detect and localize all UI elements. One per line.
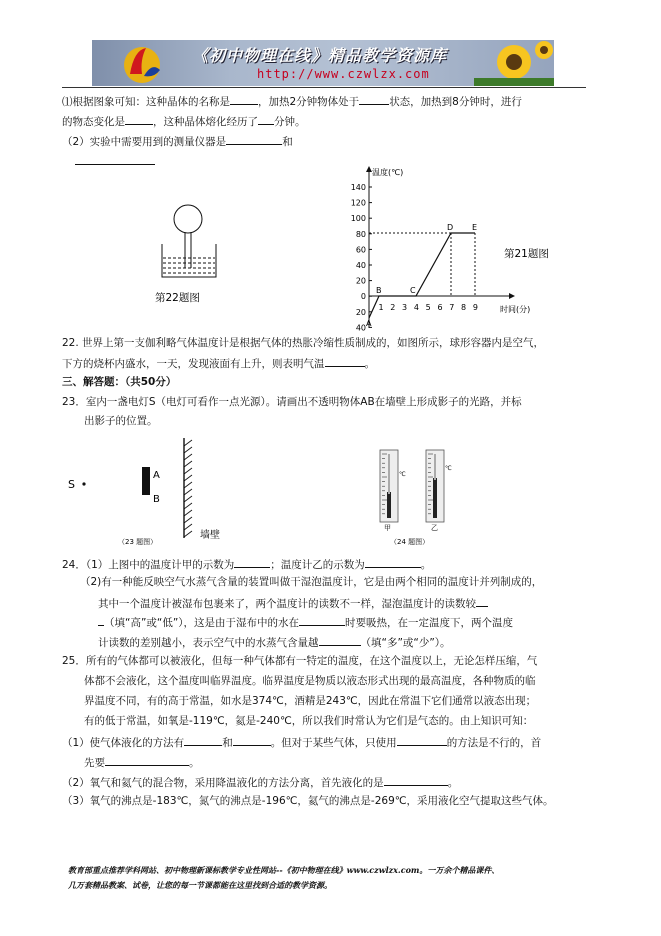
answer-blank[interactable] [299, 614, 345, 626]
y-tick-label: 100 [350, 214, 366, 224]
figure-24-caption: （24 题图） [390, 538, 430, 546]
answer-blank[interactable] [230, 93, 258, 105]
q21-line-2: 的物态变化是 ，这种晶体熔化经历了 分钟。 [62, 113, 306, 129]
figure-23-caption: （23 题图） [118, 538, 158, 546]
x-tick-label: 5 [425, 303, 431, 312]
answer-blank[interactable] [397, 734, 447, 746]
wall-hatch [184, 440, 192, 537]
point-e-label: E [472, 223, 478, 232]
banner-title: 《初中物理在线》精品教学资源库 [192, 46, 448, 65]
q24-line-4: （填“高”或“低”），这是由于湿布中的水在 时要吸热，在一定温度下，两个温度 [98, 614, 513, 630]
answer-blank[interactable] [234, 556, 270, 568]
answer-blank[interactable] [75, 164, 155, 165]
x-tick-label: 3 [402, 303, 408, 312]
answer-blank[interactable] [365, 556, 421, 568]
footer-line-2: 几万套精品教案、试卷，让您的每一节课都能在这里找到合适的教学资源。 [68, 880, 332, 890]
y-tick-label: 40 [355, 261, 366, 270]
q24-line-2: （2)有一种能反映空气水蒸气含量的装置叫做干湿泡温度计，它是由两个相同的温度计并列制成的， [80, 576, 543, 588]
hatch-mark [184, 482, 192, 488]
y-axis-label: 温度(℃) [372, 168, 404, 177]
y-tick-label: 60 [355, 245, 366, 255]
hatch-mark [184, 440, 192, 446]
banner-url[interactable]: http://www.czwlzx.com [257, 67, 430, 81]
q25-line-2: 体都不会液化，这个温度叫临界温度。临界温度是物质以液态形式出现的最高温度，各种物质的临 [84, 675, 536, 687]
y-tick-label: 80 [355, 229, 366, 239]
thermometer-yi-label: 乙 [431, 524, 438, 532]
q25-line-7: （2）氧气和氦气的混合物，采用降温液化的方法分离，首先液化的是 。 [62, 774, 458, 790]
q24-line-5: 计读数的差别越小，表示空气中的水蒸气含量越 （填“多”或“少”）。 [98, 634, 451, 650]
header-banner [92, 40, 554, 86]
hatch-mark [184, 531, 192, 537]
q25-line-3: 界温度不同，有的高于常温，如水是374℃，酒精是243℃，因此在常温下它们通常以液态出现； [84, 695, 537, 707]
thermometer-jia-label: 甲 [384, 524, 391, 532]
hatch-mark [184, 496, 192, 502]
q25-line-5: （1）使气体液化的方法有 和 。但对于某些气体，只使用 的方法是不行的，首 [62, 734, 541, 750]
point-b-label: B [153, 494, 160, 505]
light-s-label: S [68, 478, 75, 491]
light-source-dot [82, 482, 85, 485]
q25-line-1: 25．所有的气体都可以被液化，但每一种气体都有一特定的温度，在这个温度以上，无论怎样压缩，气 [62, 655, 538, 667]
hatch-mark [184, 475, 192, 481]
answer-blank[interactable] [226, 133, 282, 145]
answer-blank[interactable] [319, 634, 361, 646]
hatch-mark [184, 517, 192, 523]
q23-line-1: 23．室内一盏电灯S（电灯可看作一点光源）。请画出不透明物体AB在墙壁上形成影子的光路，并标 [62, 396, 522, 408]
answer-blank[interactable] [105, 754, 189, 766]
x-tick-label: 7 [449, 303, 455, 312]
q24-line-1: 24．（1）上图中的温度计甲的示数为 ；温度计乙的示数为 。 [62, 556, 431, 572]
temperature-curve [369, 233, 475, 318]
x-axis-label: 时间(分) [500, 305, 531, 314]
hatch-mark [184, 503, 192, 509]
q21-line-3: （2）实验中需要用到的测量仪器是 和 [62, 133, 293, 149]
object-ab [142, 467, 150, 495]
hatch-mark [184, 461, 192, 467]
answer-blank[interactable] [258, 113, 274, 125]
x-tick-label: 1 [378, 303, 384, 312]
q25-line-8: （3）氧气的沸点是-183℃，氮气的沸点是-196℃，氦气的沸点是-269℃，采用液化空气提取这些气体。 [62, 795, 554, 807]
answer-blank[interactable] [476, 595, 488, 607]
hatch-mark [184, 510, 192, 516]
x-tick-label: 9 [472, 303, 478, 312]
answer-blank[interactable] [359, 93, 389, 105]
figure-23 [62, 430, 242, 550]
hatch-mark [184, 468, 192, 474]
answer-blank[interactable] [233, 734, 271, 746]
x-tick-label: 8 [461, 303, 467, 312]
point-a-label: A [366, 319, 372, 328]
figure-22-caption: 第22题图 [155, 292, 200, 304]
answer-blank[interactable] [125, 113, 153, 125]
y-tick-label: 20 [355, 307, 366, 317]
q25-line-4: 有的低于常温，如氧是-119℃，氦是-240℃，所以我们时常认为它们是气态的。由上知识可知： [84, 715, 534, 727]
thermometer-yi [426, 450, 452, 532]
footer-line-1: 教育部重点推荐学科网站、初中物理新课标教学专业性网站--《初中物理在线》www.czwlzx.com。一万余个精品课件、 [68, 865, 500, 875]
figure-24 [360, 440, 470, 550]
graph-21-caption: 第21题图 [504, 248, 549, 260]
unit-label: ℃ [399, 471, 406, 478]
hatch-mark [184, 454, 192, 460]
hatch-mark [184, 524, 192, 530]
y-tick-label: 0 [360, 292, 366, 302]
thermometer-jia [380, 450, 406, 532]
y-tick-label: 40 [355, 323, 366, 333]
site-logo-icon [112, 40, 172, 86]
x-tick-label: 6 [437, 303, 443, 312]
hatch-mark [184, 447, 192, 453]
q22-line-1: 22. 世界上第一支伽利略气体温度计是根据气体的热胀冷缩性质制成的，如图所示，球形容器内是空气， [62, 337, 545, 349]
answer-blank[interactable] [184, 734, 222, 746]
wall-label: 墙壁 [200, 530, 220, 541]
x-tick-labels [378, 303, 477, 312]
q24-line-3: 其中一个温度计被湿布包裹来了，两个温度计的读数不一样，湿泡温度计的读数较 [98, 595, 488, 611]
x-tick-label: 4 [413, 303, 419, 312]
header-rule [62, 87, 586, 88]
point-a-label: A [153, 470, 160, 481]
q22-line-2: 下方的烧杯内盛水，一天，发现液面有上升，则表明气温 。 [62, 355, 375, 371]
y-tick-label: 140 [350, 183, 366, 192]
section-3-title: 三、解答题：（共50分） [62, 376, 177, 388]
answer-blank[interactable] [325, 355, 365, 367]
y-tick-label: 20 [355, 276, 366, 286]
q21-line-1: ⑴根据图象可知：这种晶体的名称是 ，加热2分钟物体处于 状态，加热到8分钟时，进行 [62, 93, 522, 109]
point-d-label: D [447, 223, 454, 232]
sunflower-icon [474, 40, 554, 86]
y-tick-label: 120 [350, 198, 366, 208]
point-c-label: C [410, 286, 416, 295]
answer-blank[interactable] [384, 774, 448, 786]
q25-line-6: 先要 。 [84, 754, 200, 770]
hatch-mark [184, 489, 192, 495]
q23-line-2: 出影子的位置。 [84, 415, 158, 427]
x-tick-label: 2 [390, 303, 396, 312]
figure-22 [150, 200, 250, 310]
graph-21 [340, 163, 560, 333]
unit-label: ℃ [445, 465, 452, 472]
point-b-label: B [376, 286, 382, 295]
